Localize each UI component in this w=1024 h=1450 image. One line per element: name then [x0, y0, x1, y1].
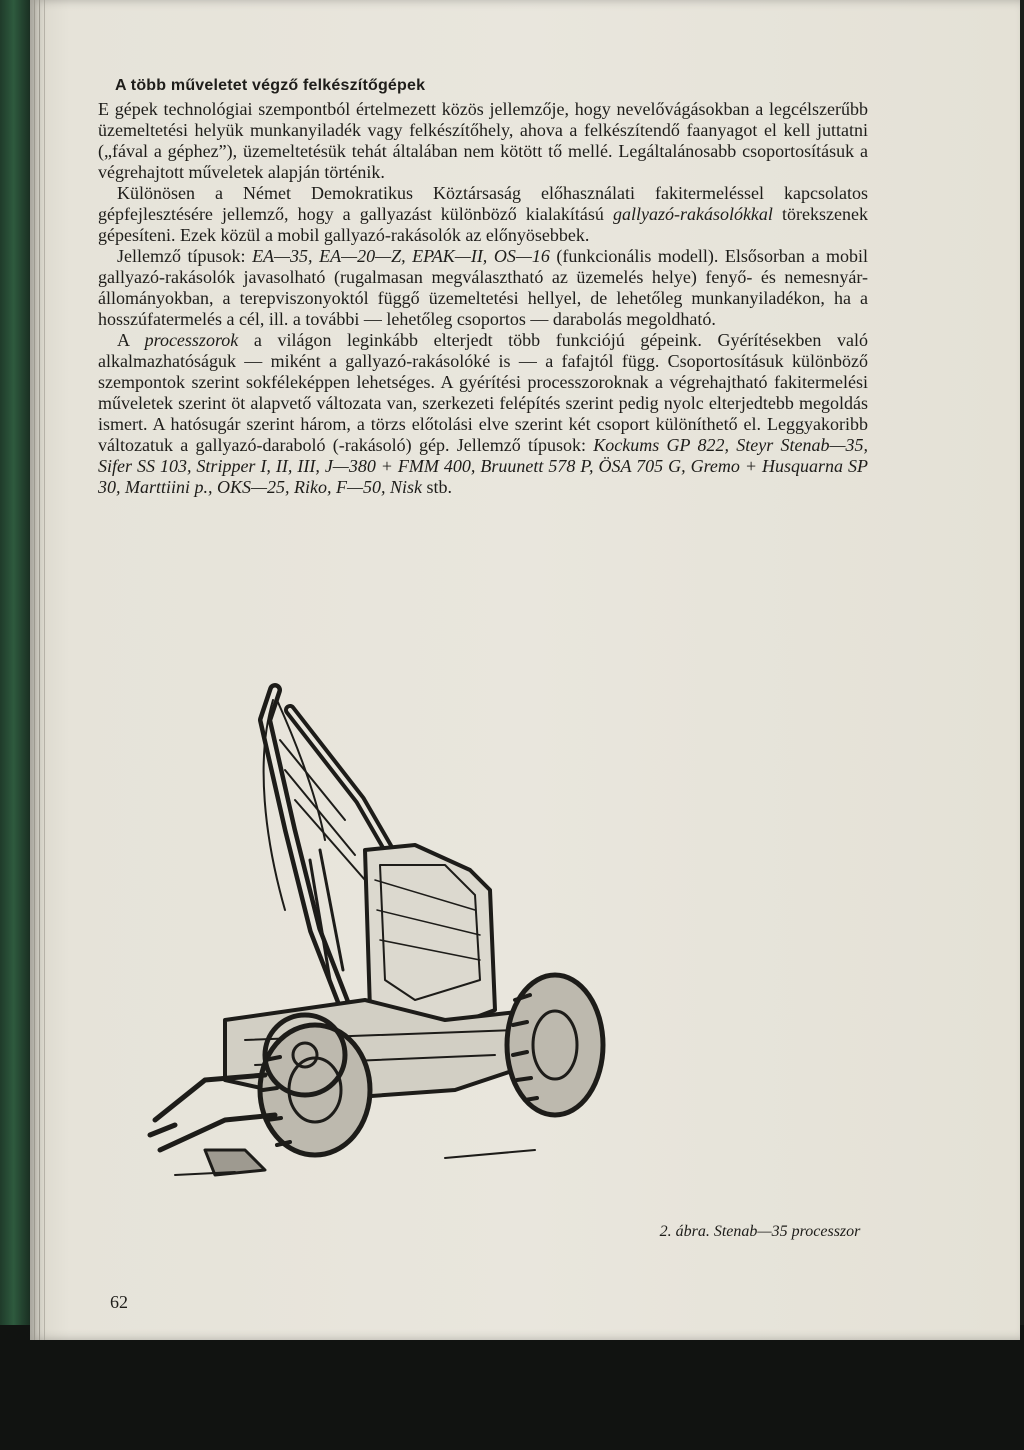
paragraph-3	[98, 246, 868, 330]
paragraph-2-text: Különösen a Német Demokratikus Köztársaság előhasználati fakitermeléssel kapcsolatos gépfejlesztésére jellemző, hogy a gallyazást különböző kialakítású	[98, 183, 868, 224]
paragraph-3-text: Jellemző típusok:	[117, 246, 253, 266]
book-spine	[0, 0, 30, 1450]
paragraph-3-text: (funkcionális modell). Elsősorban a mobil gallyazó-rakásolók javasolható (rugalmasan megválasztható az üzemelés helye) fenyő- és nemesnyár-állományokban, a terepviszonyoktól függő üzemeltetési hellyel, de lehetőleg munkanyiladékon, ha a hosszúfatermelés a cél, ill. a további — lehetőleg csoportos — darabolás megoldható.	[98, 246, 868, 329]
gutter-line	[39, 0, 40, 1340]
page-number: 62	[110, 1292, 128, 1312]
gutter-line	[34, 0, 35, 1340]
term-processzor: processzorok	[144, 330, 239, 350]
term-gallyazo-rakasolo: gallyazó-rakásolókkal	[612, 204, 773, 224]
processor-machine-illustration	[115, 680, 615, 1180]
paragraph-4	[98, 330, 868, 498]
type-list: EA—35, EA—20—Z, EPAK—II, OS—16	[252, 246, 550, 266]
scan-background	[0, 1325, 1024, 1450]
paragraph-2-text: törekszenek gépesíteni. Ezek közül a mobil gallyazó-rakásolók az előnyösebbek.	[98, 204, 868, 245]
paragraph-1: E gépek technológiai szempontból értelmezett közös jellemzője, hogy nevelővágásokban a legcélszerűbb üzemeltetési helyük munkanyiladék vagy felkészítőhely, ahova a felkészítendő faanyagot el kell juttatni („fával a géphez”), üzemeltetésük tehát általában nem kötött tő mellé. Legáltalánosabb csoportosításuk a végrehajtott műveletek alapján történik.	[98, 99, 868, 182]
body-text	[98, 75, 868, 498]
paragraph-4-text: stb.	[422, 477, 453, 497]
paragraph-4-text: A	[117, 330, 145, 350]
gutter-line	[44, 0, 45, 1340]
paragraph-2	[98, 183, 868, 246]
section-title: A több műveletet végző felkészítőgépek	[115, 77, 426, 94]
paragraph-4-text: a világon leginkább elterjedt több funkciójú gépeink. Gyérítésekben való alkalmazhatóságuk — miként a gallyazó-rakásolóké is — a fafajtól függ. Csoportosításuk különböző szempontok szerint sokféleképpen lehetséges. A gyérítési processzoroknak a végrehajtható fakitermelési műveletek szerint öt alapvető változata van, szerkezeti felépítés szerint pedig nyolc elterjedtebb megoldás ismert. A hatósugár szerint három, a törzs előtolási elve szerint két csoport különíthető el. Leggyakoribb változatuk a gallyazó-daraboló (-rakásoló) gép. Jellemző típusok:	[98, 330, 868, 455]
type-list: Kockums GP 822, Steyr Stenab—35, Sifer SS 103, Stripper I, II, III, J—380 + FMM 400, Bruunett 578 P, ÖSA 705 G, Gremo + Husquarna SP 30, Marttiini p., OKS—25, Riko, F—50, Nisk	[98, 435, 868, 497]
figure-caption: 2. ábra. Stenab—35 processzor	[659, 1223, 861, 1240]
